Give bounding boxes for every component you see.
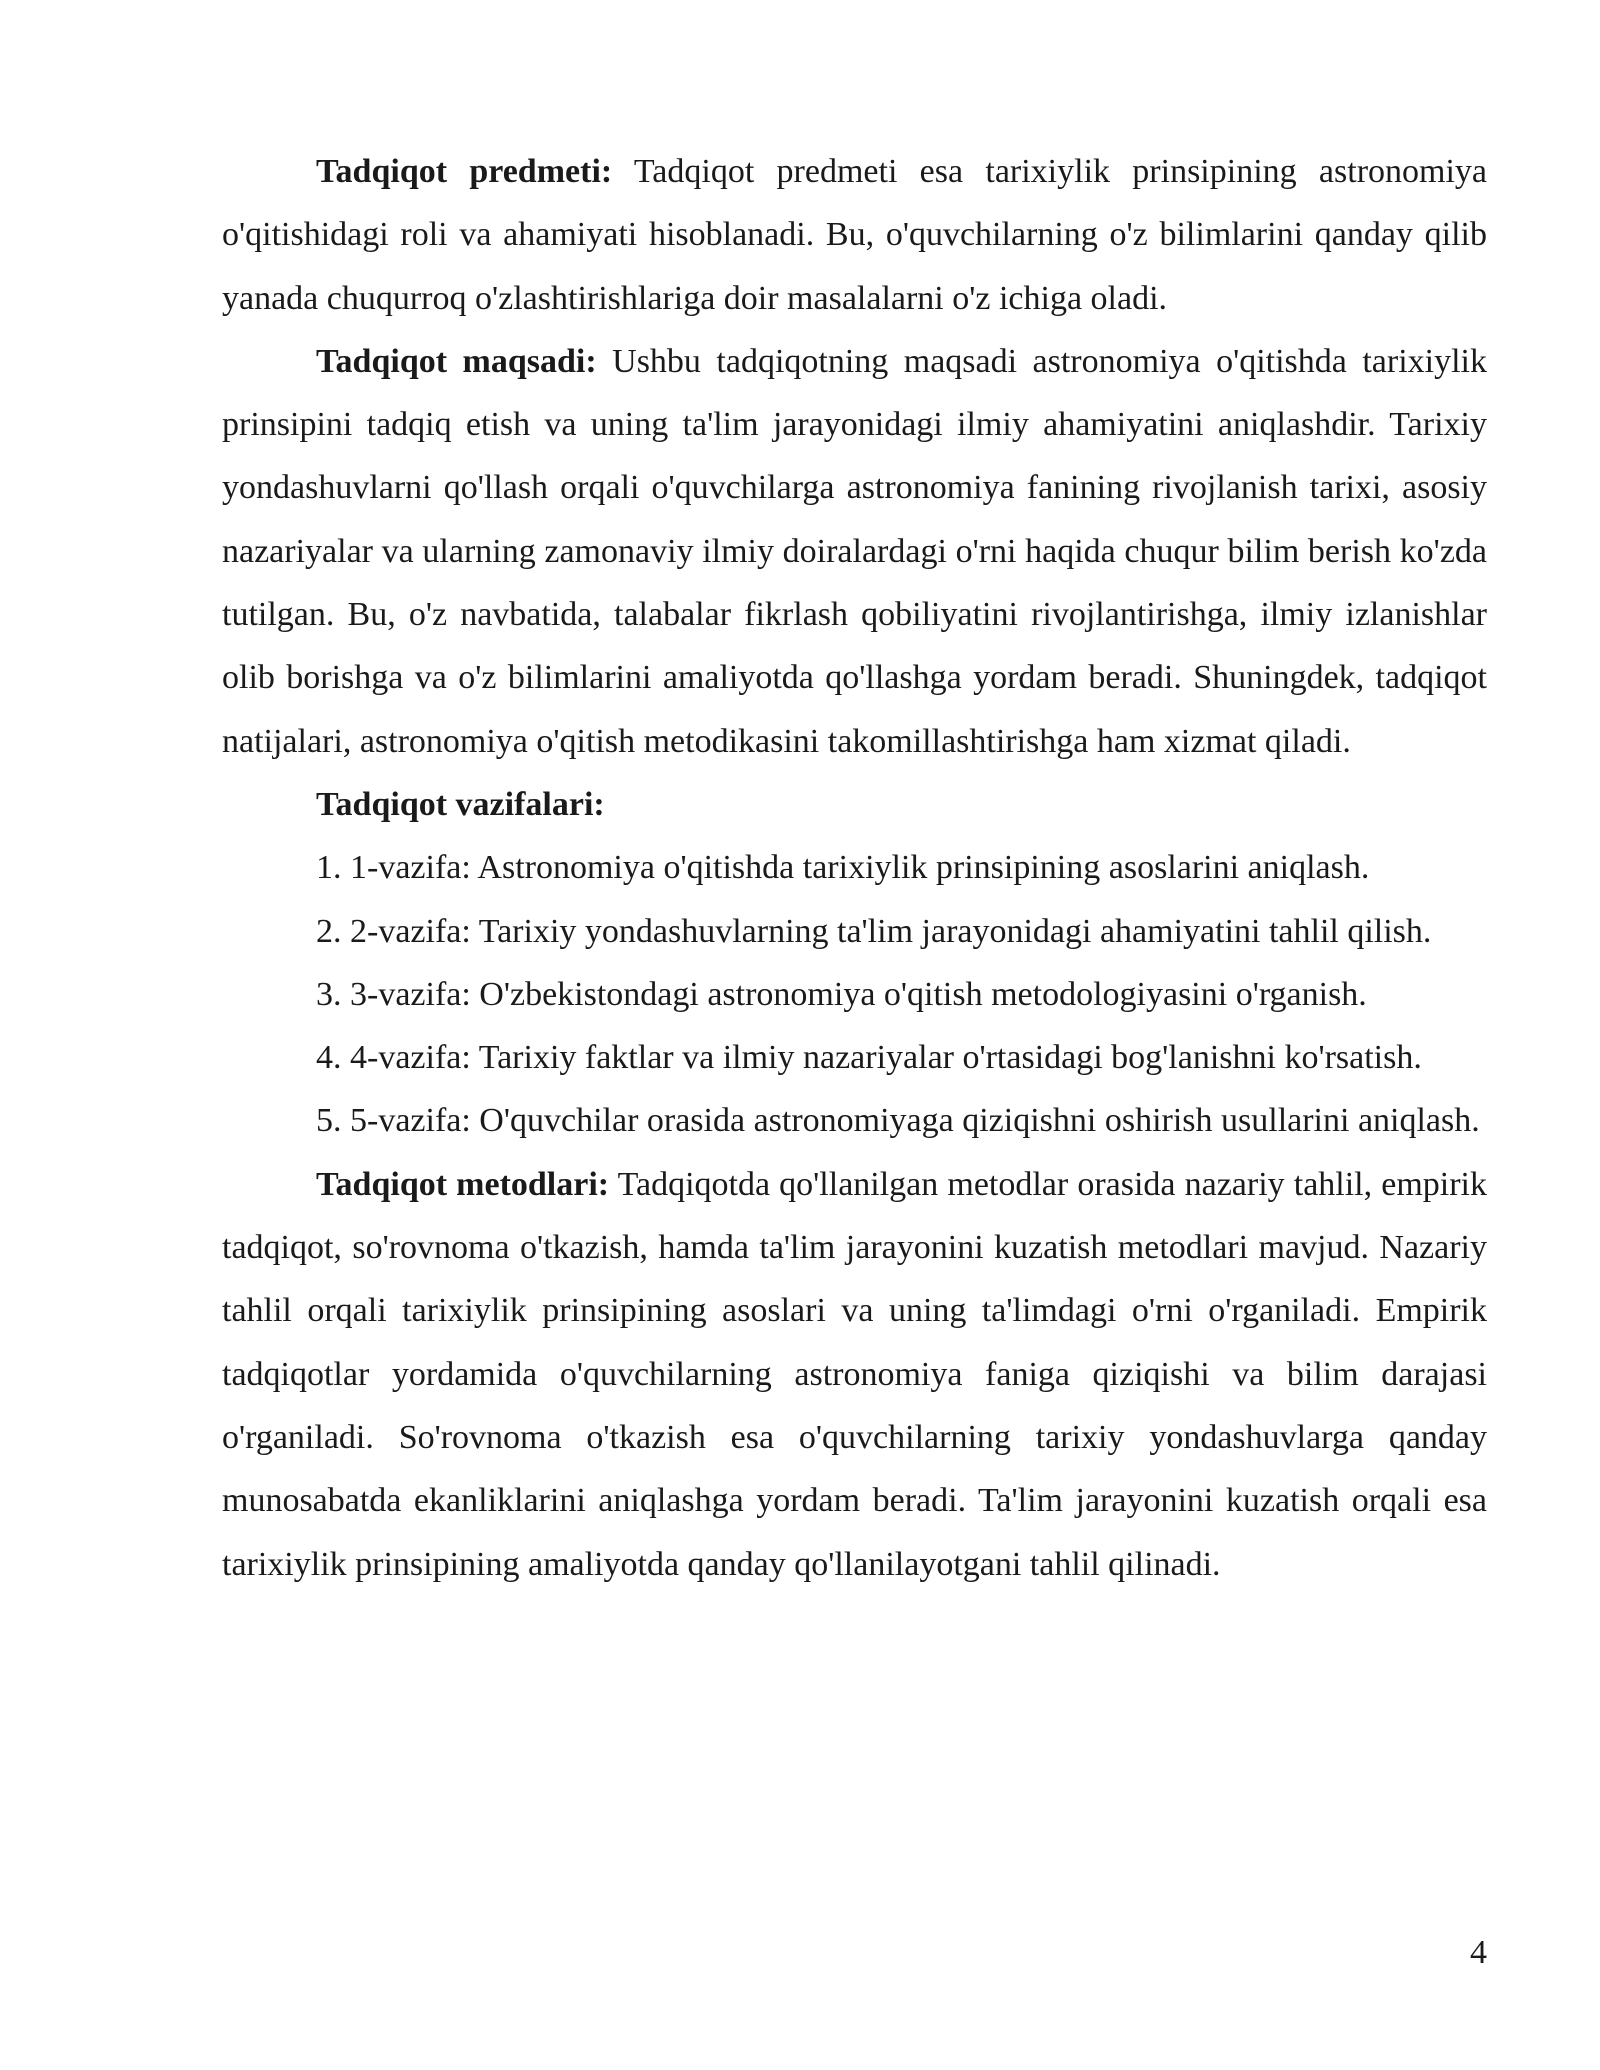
heading-predmeti: Tadqiqot predmeti:	[316, 153, 613, 190]
text-predmeti: Tadqiqot predmeti esa tarixiylik prinsipining astronomiya o'qitishidagi roli va ahamiyati hisoblanadi. Bu, o'quvchilarning o'z bilimlarini qanday qilib yanada chuqurroq o'zlashtirishlariga doir masalalarni o'z ichiga oladi.	[222, 153, 1487, 317]
page-number: 4	[1470, 1934, 1487, 1971]
page-content	[222, 140, 1487, 1596]
heading-maqsadi: Tadqiqot maqsadi:	[316, 342, 597, 380]
list-item: 4. 4-vazifa: Tarixiy faktlar va ilmiy nazariyalar o'rtasidagi bog'lanishni ko'rsatish.	[316, 1039, 1422, 1077]
paragraph-predmeti	[222, 140, 1487, 330]
paragraph-maqsadi	[222, 330, 1487, 773]
paragraph-vazifalari	[222, 773, 1487, 836]
list-item: 3. 3-vazifa: O'zbekistondagi astronomiya o'qitish metodologiyasini o'rganish.	[316, 975, 1367, 1013]
paragraph-metodlari	[222, 1153, 1487, 1596]
list-item: 1. 1-vazifa: Astronomiya o'qitishda tarixiylik prinsipining asoslarini aniqlash.	[316, 849, 1370, 887]
list-item: 5. 5-vazifa: O'quvchilar orasida astronomiyaga qiziqishni oshirish usullarini aniqlash.	[316, 1102, 1480, 1140]
text-maqsadi: Ushbu tadqiqotning maqsadi astronomiya o'qitishda tarixiylik prinsipini tadqiq etish va uning ta'lim jarayonidagi ilmiy ahamiyatini aniqlashdir. Tarixiy yondashuvlarni qo'llash orqali o'quvchilarga astronomiya fanining rivojlanish tarixi, asosiy nazariyalar va ularning zamonaviy ilmiy doiralardagi o'rni haqida chuqur bilim berish ko'zda tutilgan. Bu, o'z navbatida, talabalar fikrlash qobiliyatini rivojlantirishga, ilmiy izlanishlar olib borishga va o'z bilimlarini amaliyotda qo'llashga yordam beradi. Shuningdek, tadqiqot natijalari, astronomiya o'qitish metodikasini takomillashtirishga ham xizmat qiladi.	[222, 342, 1487, 760]
heading-metodlari: Tadqiqot metodlari:	[316, 1165, 610, 1203]
heading-vazifalari: Tadqiqot vazifalari:	[316, 785, 605, 823]
list-item: 2. 2-vazifa: Tarixiy yondashuvlarning ta'lim jarayonidagi ahamiyatini tahlil qilish.	[316, 912, 1432, 950]
text-metodlari: Tadqiqotda qo'llanilgan metodlar orasida nazariy tahlil, empirik tadqiqot, so'rovnoma o'tkazish, hamda ta'lim jarayonini kuzatish metodlari mavjud. Nazariy tahlil orqali tarixiylik prinsipining asoslari va uning ta'limdagi o'rni o'rganiladi. Empirik tadqiqotlar yordamida o'quvchilarning astronomiya faniga qiziqishi va bilim darajasi o'rganiladi. So'rovnoma o'tkazish esa o'quvchilarning tarixiy yondashuvlarga qanday munosabatda ekanliklarini aniqlashga yordam beradi. Ta'lim jarayonini kuzatish orqali esa tarixiylik prinsipining amaliyotda qanday qo'llanilayotgani tahlil qilinadi.	[222, 1165, 1487, 1583]
